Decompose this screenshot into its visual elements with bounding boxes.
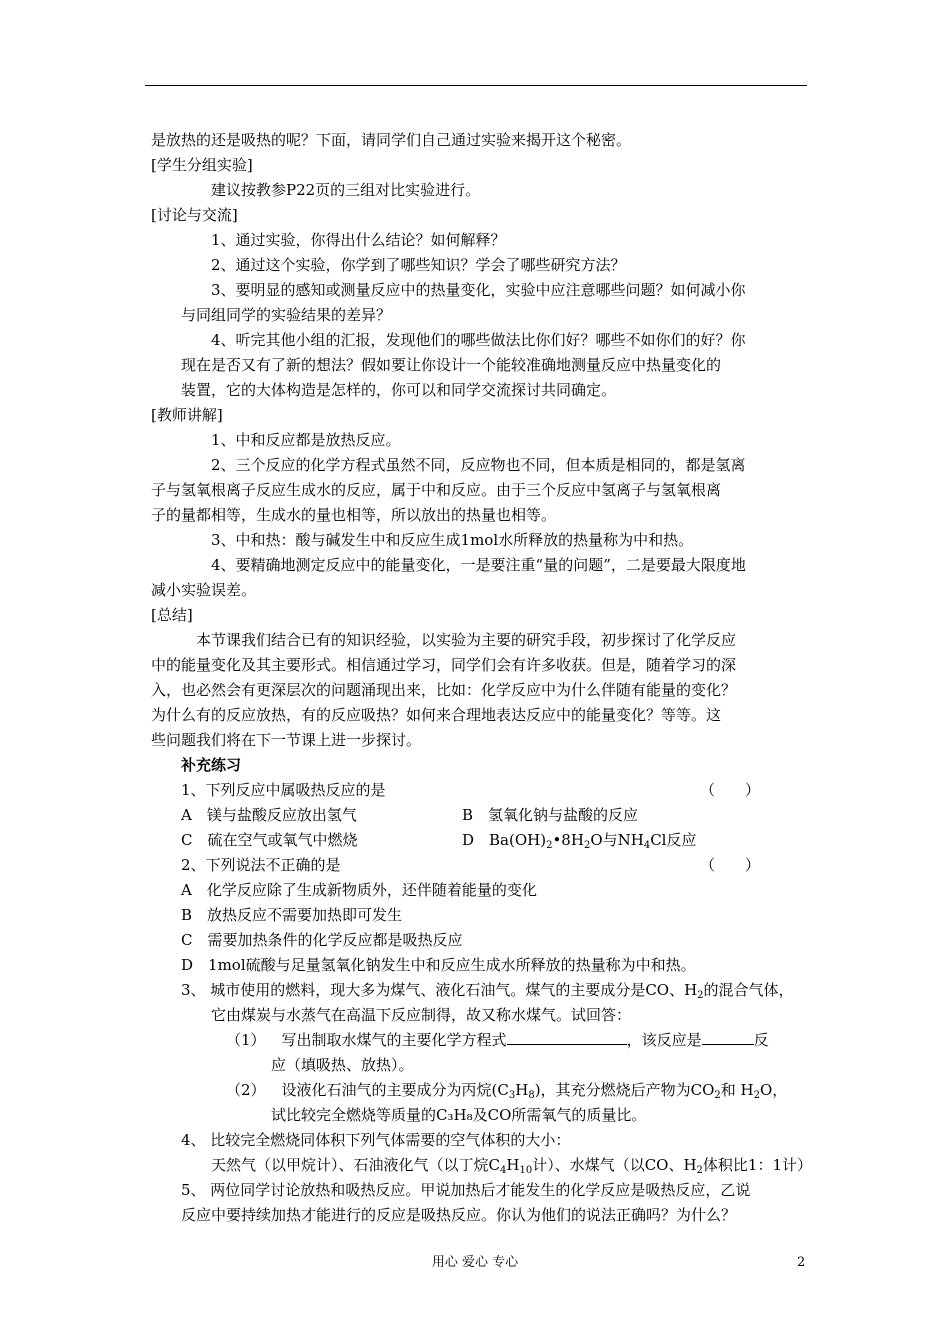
option-a: A 镁与盐酸反应放出氢气 (181, 806, 357, 824)
exercise-heading: 补充练习 (181, 756, 242, 774)
lecture-item: 3、中和热：酸与碱发生中和反应生成1mol水所释放的热量称为中和热。 (211, 531, 694, 549)
discussion-item: 1、通过实验，你得出什么结论？如何解释？ (211, 231, 506, 249)
summary-line: 本节课我们结合已有的知识经验，以实验为主要的研究手段，初步探讨了化学反应 (196, 631, 737, 649)
summary-line: 入，也必然会有更深层次的问题涌现出来，比如：化学反应中为什么伴随有能量的变化？ (151, 681, 737, 699)
question-1: 1、下列反应中属吸热反应的是 (181, 781, 386, 799)
question-3-cont: 它由煤炭与水蒸气在高温下反应制得，故又称水煤气。试回答： (211, 1006, 632, 1024)
question-2: 2、下列说法不正确的是 (181, 856, 341, 874)
section-heading: [教师讲解] (151, 406, 223, 424)
option-c: C 硫在空气或氧气中燃烧 (181, 831, 358, 849)
lecture-item-cont: 子的量都相等，生成水的量也相等，所以放出的热量也相等。 (151, 506, 557, 524)
question-5: 5、 两位同学讨论放热和吸热反应。甲说加热后才能发生的化学反应是吸热反应，乙说 (181, 1181, 751, 1199)
question-4-cont: 天然气（以甲烷计）、石油液化气（以丁烷$C_4H_{10}$计）、水煤气（以CO、$H_2$体积比1：1计） (211, 1156, 813, 1176)
page-number: 2 (797, 1255, 806, 1270)
discussion-item: 3、要明显的感知或测量反应中的热量变化，实验中应注意哪些问题？如何减小你 (211, 281, 746, 299)
paragraph: 建议按教参P22页的三组对比实验进行。 (211, 181, 481, 199)
option-c: C 需要加热条件的化学反应都是吸热反应 (181, 931, 463, 949)
option-d: D 1mol硫酸与足量氢氧化钠发生中和反应生成水所释放的热量称为中和热。 (181, 956, 696, 974)
discussion-item: 2、通过这个实验，你学到了哪些知识？学会了哪些研究方法？ (211, 256, 626, 274)
summary-line: 为什么有的反应放热，有的反应吸热？如何来合理地表达反应中的能量变化？等等。这 (151, 706, 722, 724)
option-d: D $Ba(OH)_2•8H_2O$与$NH_4Cl$反应 (462, 831, 697, 851)
discussion-item-cont: 现在是否又有了新的想法？假如要让你设计一个能较准确地测量反应中热量变化的 (181, 356, 722, 374)
lecture-item: 4、要精确地测定反应中的能量变化，一是要注重“量的问题”，二是要最大限度地 (211, 556, 746, 574)
answer-blank[interactable] (507, 1031, 627, 1045)
summary-line: 些问题我们将在下一节课上进一步探讨。 (151, 731, 422, 749)
question-5-cont: 反应中要持续加热才能进行的反应是吸热反应。你认为他们的说法正确吗？为什么？ (181, 1206, 737, 1224)
subquestion-2: （2） 设液化石油气的主要成分为丙烷$(C_3H_8)$，其充分燃烧后产物为$CO_2$和 $H_2O$， (226, 1081, 788, 1101)
subquestion-1: （1） 写出制取水煤气的主要化学方程式 ，该反应是 反 (226, 1031, 769, 1049)
answer-parentheses: （ ） (700, 856, 761, 874)
question-3: 3、 城市使用的燃料，现大多为煤气、液化石油气。煤气的主要成分是CO、$H_2$的混合气体， (181, 981, 794, 1001)
discussion-item-cont: 装置，它的大体构造是怎样的，你可以和同学交流探讨共同确定。 (181, 381, 617, 399)
summary-line: 中的能量变化及其主要形式。相信通过学习，同学们会有许多收获。但是，随着学习的深 (151, 656, 737, 674)
option-b: B 氢氧化钠与盐酸的反应 (462, 806, 639, 824)
subquestion-2-cont: 试比较完全燃烧等质量的C₃H₈及CO所需氧气的质量比。 (271, 1106, 647, 1124)
section-heading: [总结] (151, 606, 193, 624)
subquestion-1-cont: 应（填吸热、放热）。 (271, 1056, 414, 1074)
lecture-item-cont: 减小实验误差。 (151, 581, 257, 599)
question-4: 4、 比较完全燃烧同体积下列气体需要的空气体积的大小： (181, 1131, 571, 1149)
header-rule (145, 85, 807, 86)
option-b: B 放热反应不需要加热即可发生 (181, 906, 403, 924)
lecture-item: 1、中和反应都是放热反应。 (211, 431, 401, 449)
answer-parentheses: （ ） (700, 781, 761, 799)
section-heading: [讨论与交流] (151, 206, 238, 224)
answer-blank[interactable] (702, 1031, 754, 1045)
discussion-item-cont: 与同组同学的实验结果的差异？ (181, 306, 392, 324)
section-heading: [学生分组实验] (151, 156, 253, 174)
option-a: A 化学反应除了生成新物质外，还伴随着能量的变化 (181, 881, 537, 899)
lecture-item: 2、三个反应的化学方程式虽然不同，反应物也不同，但本质是相同的，都是氢离 (211, 456, 746, 474)
lecture-item-cont: 子与氢氧根离子反应生成水的反应，属于中和反应。由于三个反应中氢离子与氢氧根离 (151, 481, 722, 499)
page-footer: 用心 爱心 专心 (431, 1255, 519, 1270)
discussion-item: 4、听完其他小组的汇报，发现他们的哪些做法比你们好？哪些不如你们的好？你 (211, 331, 746, 349)
paragraph: 是放热的还是吸热的呢？下面，请同学们自己通过实验来揭开这个秘密。 (151, 131, 632, 149)
